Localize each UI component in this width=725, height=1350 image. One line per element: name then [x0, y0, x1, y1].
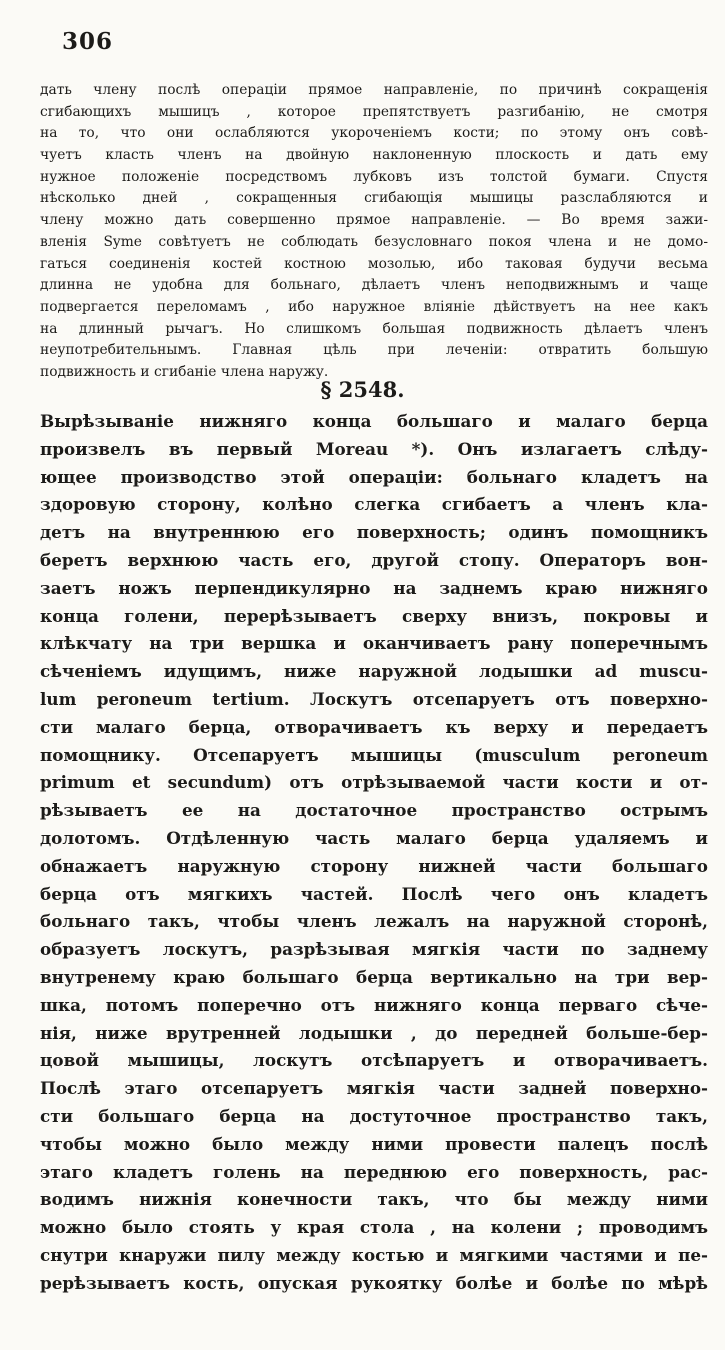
text-line: внутренему краю большаго берца вертикально на три вер- — [40, 966, 708, 987]
text-line: на длинный рычагъ. Но слишкомъ большая подвижность дѣлаетъ членъ — [40, 320, 708, 337]
text-line: рерѣзываетъ кость, опуская рукоятку болѣе и болѣе по мѣрѣ — [40, 1272, 708, 1293]
text-line: дать члену послѣ операціи прямое направленіе, по причинѣ сокращенія — [40, 82, 708, 98]
text-line: произвелъ въ первый Moreau *). Онъ излагаетъ слѣду- — [40, 438, 708, 459]
text-line: сгибающихъ мышицъ , которое препятствуетъ разгибанію, не смотря — [40, 103, 708, 120]
text-line: конца голени, перерѣзываетъ сверху внизъ, покровы и — [40, 605, 708, 626]
intro-paragraph — [40, 80, 708, 384]
text-line: долотомъ. Отдѣленную часть малаго берца удаляемъ и — [40, 827, 708, 848]
text-line: шка, потомъ поперечно отъ нижняго конца перваго сѣче- — [40, 994, 708, 1015]
text-line: образуетъ лоскутъ, разрѣзывая мягкія части по заднему — [40, 939, 708, 960]
text-line: подвижность и сгибаніе члена наружу. — [40, 363, 329, 380]
text-line: здоровую сторону, колѣно слегка сгибаетъ а членъ кла- — [40, 494, 708, 515]
section-heading: § 2548. — [320, 377, 405, 402]
text-line: детъ на внутреннюю его поверхность; одинъ помощникъ — [40, 522, 708, 543]
text-line: primum et secundum) отъ отрѣзываемой части кости и от- — [40, 772, 708, 793]
text-line: lum peroneum tertium. Лоскутъ отсепаруетъ отъ поверхно- — [40, 688, 708, 709]
text-line: подвергается переломамъ , ибо наружное вліяніе дѣйствуетъ на нее какъ — [40, 298, 708, 315]
text-line: этаго кладетъ голень на переднюю его поверхность, рас- — [40, 1161, 708, 1182]
text-line: больнаго такъ, чтобы членъ лежалъ на наружной сторонѣ, — [40, 911, 708, 932]
text-line: нѣсколько дней , сокращенныя сгибающія мышицы разслабляются и — [40, 190, 708, 207]
text-line: водимъ нижнія конечности такъ, что бы между ними — [40, 1189, 708, 1210]
text-line: гаться соединенія костей костною мозолью, ибо таковая будучи весьма — [40, 255, 708, 272]
text-line: клѣкчату на три вершка и оканчиваетъ рану поперечнымъ — [40, 633, 708, 654]
text-line: на то, что они ослабляются укороченіемъ кости; по этому онъ совѣ- — [40, 125, 708, 142]
text-line: нужное положеніе посредствомъ лубковъ изъ толстой бумаги. Спустя — [40, 168, 708, 185]
text-line: чуетъ класть членъ на двойную наклоненную плоскость и дать ему — [40, 147, 708, 164]
text-line: помощнику. Отсепаруетъ мышицы (musculum peroneum — [40, 744, 708, 765]
text-line: Вырѣзываніе нижняго конца большаго и малаго берца — [40, 411, 708, 431]
text-line: Послѣ этаго отсепаруетъ мягкія части задней поверхно- — [40, 1078, 708, 1099]
text-line: длинна не удобна для больнаго, дѣлаетъ членъ неподвижнымъ и чаще — [40, 277, 708, 294]
text-line: чтобы можно было между ними провести палецъ послѣ — [40, 1133, 708, 1154]
text-line: сѣченіемъ идущимъ, ниже наружной лодышки ad muscu- — [40, 661, 708, 682]
text-line: нія, ниже врутренней лодышки , до передней больше-бер- — [40, 1022, 708, 1043]
text-line: берца отъ мягкихъ частей. Послѣ чего онъ кладетъ — [40, 883, 708, 904]
text-line: сти большаго берца на достуточное пространство такъ, — [40, 1105, 708, 1126]
text-line: ющее производство этой операціи: больнаго кладетъ на — [40, 466, 708, 487]
text-line: можно было стоять у края стола , на колени ; проводимъ — [40, 1217, 708, 1238]
text-line: члену можно дать совершенно прямое направленіе. — Во время зажи- — [40, 212, 708, 229]
main-paragraph — [40, 408, 708, 1298]
page-number: 306 — [62, 28, 114, 55]
text-line: заетъ ножъ перпендикулярно на заднемъ краю нижняго — [40, 577, 708, 598]
text-line: обнажаетъ наружную сторону нижней части большаго — [40, 855, 708, 876]
text-line: сти малаго берца, отворачиваетъ къ верху и передаетъ — [40, 716, 708, 737]
text-line: цовой мышицы, лоскутъ отсѣпаруетъ и отворачиваетъ. — [40, 1050, 708, 1071]
text-line: снутри кнаружи пилу между костью и мягкими частями и пе- — [40, 1244, 708, 1265]
text-line: неупотребительнымъ. Главная цѣль при леченіи: отвратить большую — [40, 342, 708, 359]
text-line: рѣзываетъ ее на достаточное пространство острымъ — [40, 800, 708, 821]
text-line: беретъ верхнюю часть его, другой стопу. Операторъ вон- — [40, 549, 708, 570]
text-line: вленія Syme совѣтуетъ не соблюдать безусловнаго покоя члена и не домо- — [40, 233, 708, 250]
